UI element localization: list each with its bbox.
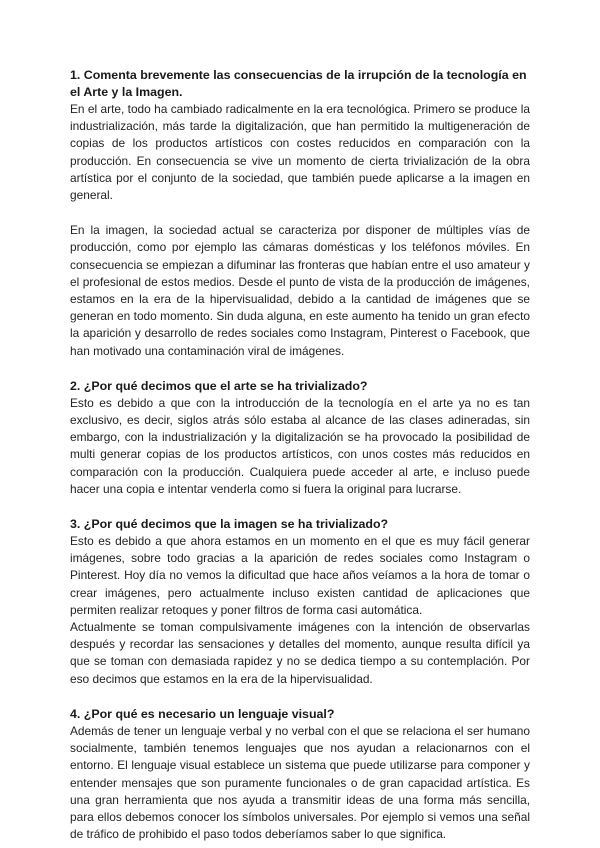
section-4 [70,706,530,843]
answer-paragraph: En el arte, todo ha cambiado radicalmente en la era tecnológica. Primero se produce la industrialización, más tarde la digitalización, que han permitido la multigeneración de copias de los productos artísticos con costes reducidos en comparación con la producción. En consecuencia se vive un momento de cierta trivialización de la obra artística por el conjunto de la sociedad, que también puede aplicarse a la imagen en general. [70,102,530,203]
question-heading: 2. ¿Por qué decimos que el arte se ha trivializado? [70,378,368,393]
question-heading: 3. ¿Por qué decimos que la imagen se ha trivializado? [70,517,389,532]
answer-paragraph: Además de tener un lenguaje verbal y no verbal con el que se relaciona el ser humano socialmente, también tenemos lenguajes que nos ayudan a relacionarnos con el entorno. El lenguaje visual establece un sistema que puede utilizarse para componer y entender mensajes que son puramente funcionales o de gran capacidad artística. Es una gran herramienta que nos ayuda a transmitir ideas de una forma más sencilla, para ellos debemos conocer los símbolos universales. Por ejemplo si vemos una señal de tráfico de prohibido el paso todos deberíamos saber lo que significa. [70,723,530,842]
answer-paragraph: Esto es debido a que ahora estamos en un momento en el que es muy fácil generar imágenes, sobre todo gracias a la aparición de redes sociales como Instagram o Pinterest. Hoy día no vemos la dificultad que hace años veíamos a la hora de tomar o crear imágenes, pero actualmente incluso existen cantidad de aplicaciones que permiten realizar retoques y poner filtros de forma casi automática. [70,534,530,617]
answer-paragraph: Esto es debido a que con la introducción de la tecnología en el arte ya no es tan exclusivo, es decir, siglos atrás sólo estaba al alcance de las clases adineradas, sin embargo, con la industrialización y la digitalización se ha provocado la posibilidad de multi generar copias de los productos artísticos, con unos costes más reducidos en comparación con la producción. Cualquiera puede acceder al arte, e incluso puede hacer una copia e intentar venderla como si fuera la original para lucrarse. [70,395,530,496]
question-heading: 4. ¿Por qué es necesario un lenguaje visual? [70,706,335,721]
answer-paragraph: Actualmente se toman compulsivamente imágenes con la intención de observarlas después y recordar las sensaciones y detalles del momento, aunque resulta difícil ya que se toman con demasiada rapidez y no se dedica tiempo a su contemplación. Por eso decimos que estamos en la era de la hipervisualidad. [70,620,530,686]
section-3 [70,516,530,688]
question-heading: 1. Comenta brevemente las consecuencias de la irrupción de la tecnología en el Arte y la Imagen. [70,68,527,99]
section-1 [70,67,530,360]
section-2 [70,378,530,498]
answer-paragraph: En la imagen, la sociedad actual se caracteriza por disponer de múltiples vías de producción, como por ejemplo las cámaras domésticas y los teléfonos móviles. En consecuencia se empiezan a difuminar las fronteras que habían entre el uso amateur y el profesional de estos medios. Desde el punto de vista de la producción de imágenes, estamos en la era de la hipervisualidad, debido a la cantidad de imágenes que se generan en todo momento. Sin duda alguna, en este aumento ha tenido un gran efecto la aparición y desarrollo de redes sociales como Instagram, Pinterest o Facebook, que han motivado una contaminación viral de imágenes. [70,223,530,358]
